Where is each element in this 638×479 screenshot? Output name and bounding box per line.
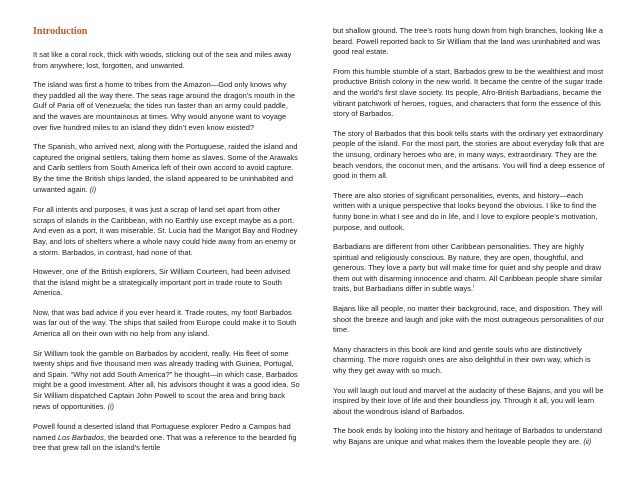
paragraph: Now, that was bad advice if you ever heard it. Trade routes, my foot! Barbados was far out of the way. The ships that sailed from Europe could make it to South America all on their own with no help from any island. <box>33 307 297 339</box>
paragraph: but shallow ground. The tree’s roots hung down from high branches, looking like a beard. Powell reported back to Sir William that the land was uninhabited and was good real estate. <box>333 26 604 57</box>
paragraph: From this humble stumble of a start, Barbados grew to be the wealthiest and most productive British colony in the new world. It became the centre of the sugar trade and the world’s first slave society. Its people, Afro-British Barbadians, became the vibrant patchwork of heroes, rogues, and characters that form the essence of this story of Barbados. <box>333 66 604 119</box>
paragraph: Many characters in this book are kind and gentle souls who are distinctively charming. The more roguish ones are also delightful in their own way, which is why they get away with so much. <box>333 344 591 376</box>
paragraph <box>333 242 605 295</box>
reference-marker: (ii) <box>583 439 592 446</box>
italic-term: Los Barbados <box>57 432 104 442</box>
reference-marker: (i) <box>107 403 114 411</box>
paragraph <box>33 422 301 454</box>
paragraph: The island was first a home to tribes from the Amazon—God only knows why they paddled all the way there. The seas rage around the dragon’s mouth in the Gulf of Paria off of Venezuela; the tides run faster than an army could paddle, and the waves are mountainous at times. Why would anyone want to voyage over five hundred miles to an island they didn’t even know existed? <box>33 80 296 132</box>
paragraph-text: Barbadians are different from other Caribbean personalities. They are highly spiritual and religiously conscious. By nature, they are open, thoughtful, and generous. They love a party but will make time for quiet and shy people and draw them out with disarming innocence and charm. All Caribbean people share similar traits, but Barbadians differ in subtle ways. <box>333 242 603 294</box>
paragraph: There are also stories of significant personalities, events, and history—each written with a unique perspective that looks beyond the obvious. I like to find the funny bone in what I see and do in life, and I love to explore people’s motivation, purpose, and outlook. <box>333 190 598 232</box>
paragraph-text: , the bearded one. That was a reference to the bearded fig tree that grew tall on the island’s fertile <box>33 432 297 453</box>
paragraph: You will laugh out loud and marvel at the audacity of these Bajans, and you will be inspired by their love of life and their boundless joy. Through it all, you will learn about the wondrous island of Barbados. <box>333 385 604 416</box>
paragraph-text: Powell found a deserted island that Portuguese explorer Pedro a Campos had named <box>33 422 291 442</box>
reference-marker: (i) <box>89 186 97 194</box>
paragraph <box>33 349 301 414</box>
paragraph: For all intents and purposes, it was just a scrap of land set apart from other scraps of islands in the Caribbean, with no Earthly use except maybe as a port. And even as a port, it was miserable. St. Lucia had the Marigot Bay and Rodney Bay, and lots of shelters where a whole navy could hide away from an enemy or a storm. Barbados, in contrast, had none of that. <box>33 205 298 257</box>
paragraph <box>333 426 605 448</box>
paragraph <box>33 142 301 196</box>
right-column <box>333 26 605 458</box>
paragraph: Bajans like all people, no matter their background, race, and disposition. They will shoot the breeze and laugh and joke with the most outrageous personalities of our time. <box>333 304 605 335</box>
paragraph: However, one of the British explorers, Sir William Courteen, had been advised that the island might be a strategically important port in trade route to South America. <box>33 267 291 298</box>
paragraph: The story of Barbados that this book tells starts with the ordinary yet extraordinary people of the island. For the most part, the stories are about everyday folk that are the unsung, ordinary heroes who are, in many ways, extraordinary. They are the beach vendors, the coconut men, and the artisans. You will find a deep essence of good in them all. <box>333 128 605 181</box>
paragraph: It sat like a coral rock, thick with woods, sticking out of the sea and miles away from anywhere; lost, forgotten, and unwanted. <box>33 50 292 70</box>
section-heading: Introduction <box>33 26 88 37</box>
left-column <box>33 26 301 463</box>
footnote-marker: i <box>473 284 475 290</box>
paragraph-text: Sir William took the gamble on Barbados by accident, really. His fleet of some twenty ships and five thousand men was already trading with Guinea, Portugal, and Spain. “Why not add South America?” he thought—in which case, Barbados might be a good investment. After all, his advisors thought it was a good idea. So Sir William dispatched Captain John Powell to scout the area and bring back news of opportunities. <box>33 348 300 411</box>
paragraph-text: The Spanish, who arrived next, along with the Portuguese, raided the island and captured the original settlers, taking them home as slaves. Some of the Arawaks and Carib settlers from South America left of their own accord to avoid capture. By the time the British ships landed, the island appeared to be uninhabited and unwanted again. <box>33 142 298 194</box>
paragraph-text: The book ends by looking into the history and heritage of Barbados to understand why Bajans are unique and what makes them the loveable people they are. <box>333 426 603 446</box>
